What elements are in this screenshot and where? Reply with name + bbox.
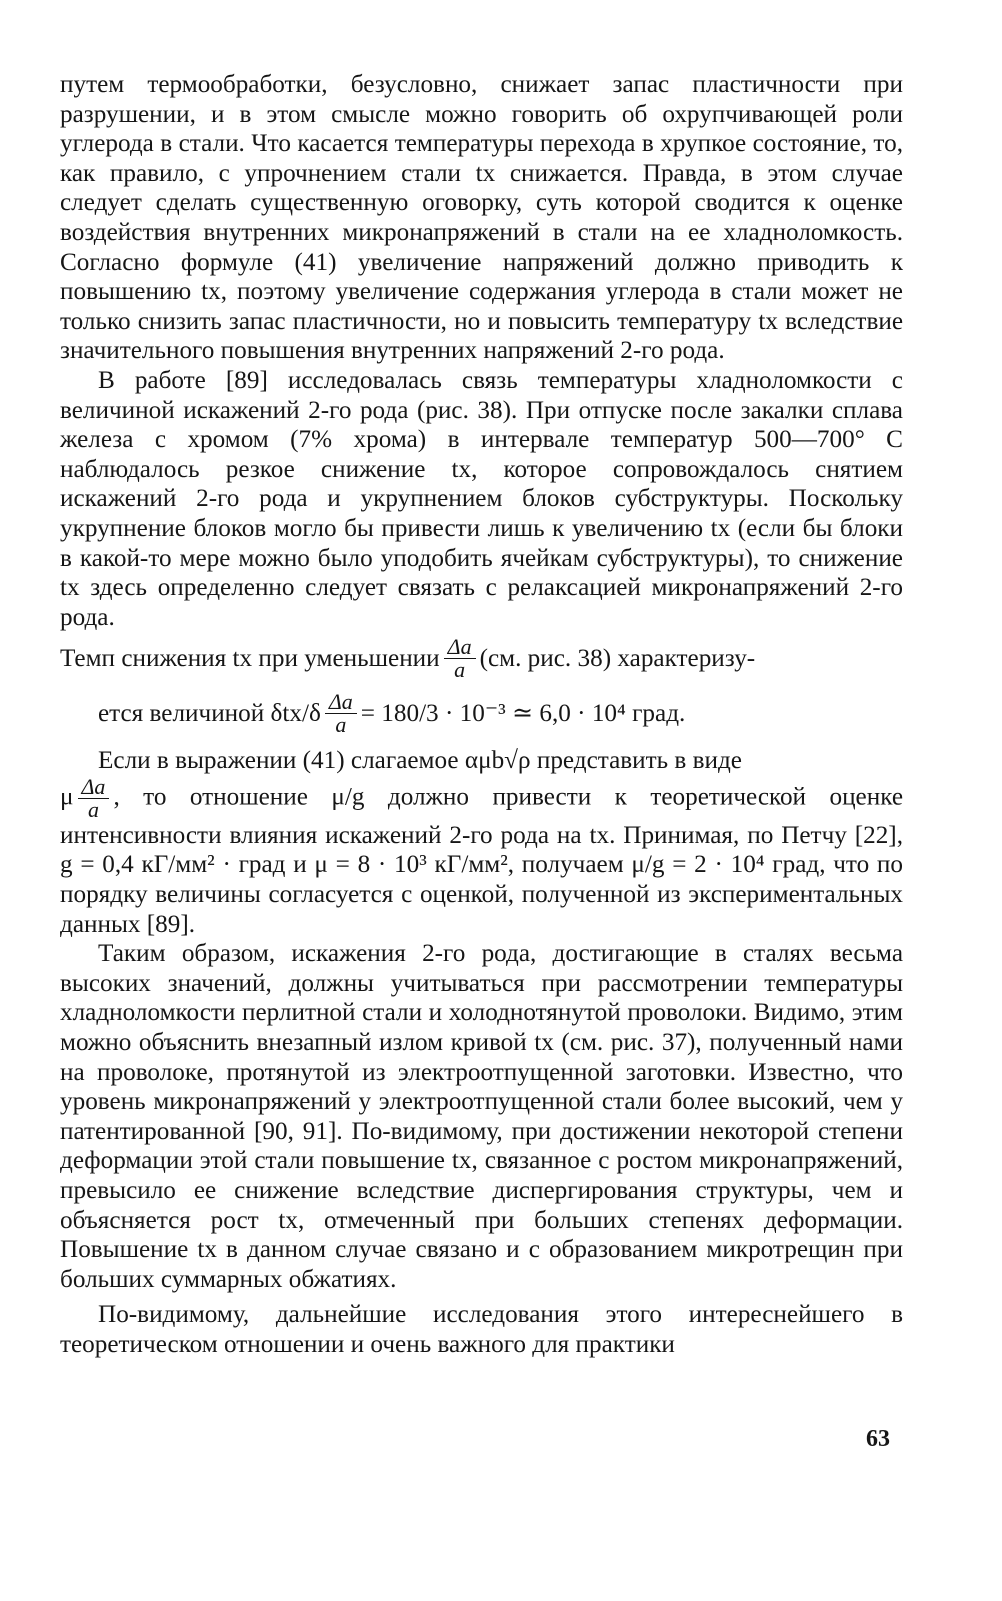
paragraph-3-start: Если в выражении (41) слагаемое αμb√ρ представить в виде — [98, 747, 742, 775]
rate-text-before: Темп снижения tх при уменьшении — [60, 644, 440, 672]
fraction-numerator: Δa — [444, 636, 476, 659]
fraction-denominator: a — [87, 796, 99, 822]
fraction-denominator: a — [454, 657, 466, 683]
page-number: 63 — [866, 1426, 890, 1452]
fraction-numerator: Δa — [325, 691, 357, 714]
rate-text-after: (см. рис. 38) характеризу- — [479, 644, 756, 672]
paragraph-5: По-видимому, дальнейшие исследования этого интереснейшего в теоретическом отношении и очень важного для практики — [60, 1301, 903, 1358]
paragraph-2-equation — [98, 691, 903, 736]
fraction-delta-a-over-a-3 — [78, 773, 110, 822]
paragraph-3 — [60, 773, 903, 939]
fraction-delta-a-over-a-1 — [444, 636, 476, 681]
paragraph-2: В работе [89] исследовалась связь температуры хладноломкости с величиной искажений 2-го рода (рис. 38). При отпуске после закалки сплава железа с хромом (7% хрома) в интервале температур 500—700° С наблюдалось резкое снижение tх, которое сопровождалось снятием искажений 2-го рода и укрупнением блоков субструктуры. Поскольку укрупнение блоков могло бы привести лишь к увеличению tх (если бы блоки в какой-то мере можно было уподобить ячейкам субструктуры), то снижение tх здесь определенно следует связать с релаксацией микронапряжений 2-го рода. — [60, 366, 903, 631]
mu-symbol: μ — [60, 783, 74, 811]
paragraph-1: путем термообработки, безусловно, снижает запас пластичности при разрушении, и в этом смысле можно говорить об охрупчивающей роли углерода в стали. Что касается температуры перехода в хрупкое состояние, то, как правило, с упрочнением стали tх снижается. Правда, в этом случае следует сделать существенную оговорку, суть которой сводится к оценке воздействия внутренних микронапряжений в стали на ее хладноломкость. Согласно формуле (41) увеличение напряжений должно приводить к повышению tх, поэтому увеличение содержания углерода в стали может не только снизить запас пластичности, но и повысить температуру tх вследствие значительного повышения внутренних напряжений 2-го рода. — [60, 71, 903, 365]
paragraph-2-rate-line — [60, 636, 903, 681]
fraction-denominator: a — [335, 712, 347, 738]
equation-text-before: ется величиной δtх/δ — [98, 699, 321, 727]
paragraph-3-body: , то отношение μ/g должно привести к теоретической оценке интенсивности влияния искажений 2-го рода на tх. Принимая, по Петчу [22], g = 0,4 кГ/мм² · град и μ = 8 · 10³ кГ/мм², получаем μ/g = 2 · 10⁴ град, что по порядку величины согласуется с оценкой, полученной из экспериментальных данных [89]. — [60, 783, 903, 938]
equation-text-after: = 180/3 · 10⁻³ ≃ 6,0 · 10⁴ град. — [360, 699, 686, 727]
page-body — [60, 70, 903, 1360]
paragraph-4: Таким образом, искажения 2-го рода, достигающие в сталях весьма высоких значений, должны учитываться при рассмотрении температуры хладноломкости перлитной стали и холоднотянутой проволоки. Видимо, этим можно объяснить внезапный излом кривой tх (см. рис. 37), полученный нами на проволоке, протянутой из электроотпущенной заготовки. Известно, что уровень микронапряжений у электроотпущенной стали более высокий, чем у патентированной [90, 91]. По-видимому, при достижении некоторой степени деформации этой стали повышение tх, связанное с ростом микронапряжений, превысило ее снижение вследствие диспергирования структуры, чем и объясняется рост tх, отмеченный при больших степенях деформации. Повышение tх в данном случае связано и с образованием микротрещин при больших суммарных обжатиях. — [60, 940, 903, 1293]
fraction-numerator: Δa — [78, 776, 110, 799]
fraction-delta-a-over-a-2 — [325, 691, 357, 736]
